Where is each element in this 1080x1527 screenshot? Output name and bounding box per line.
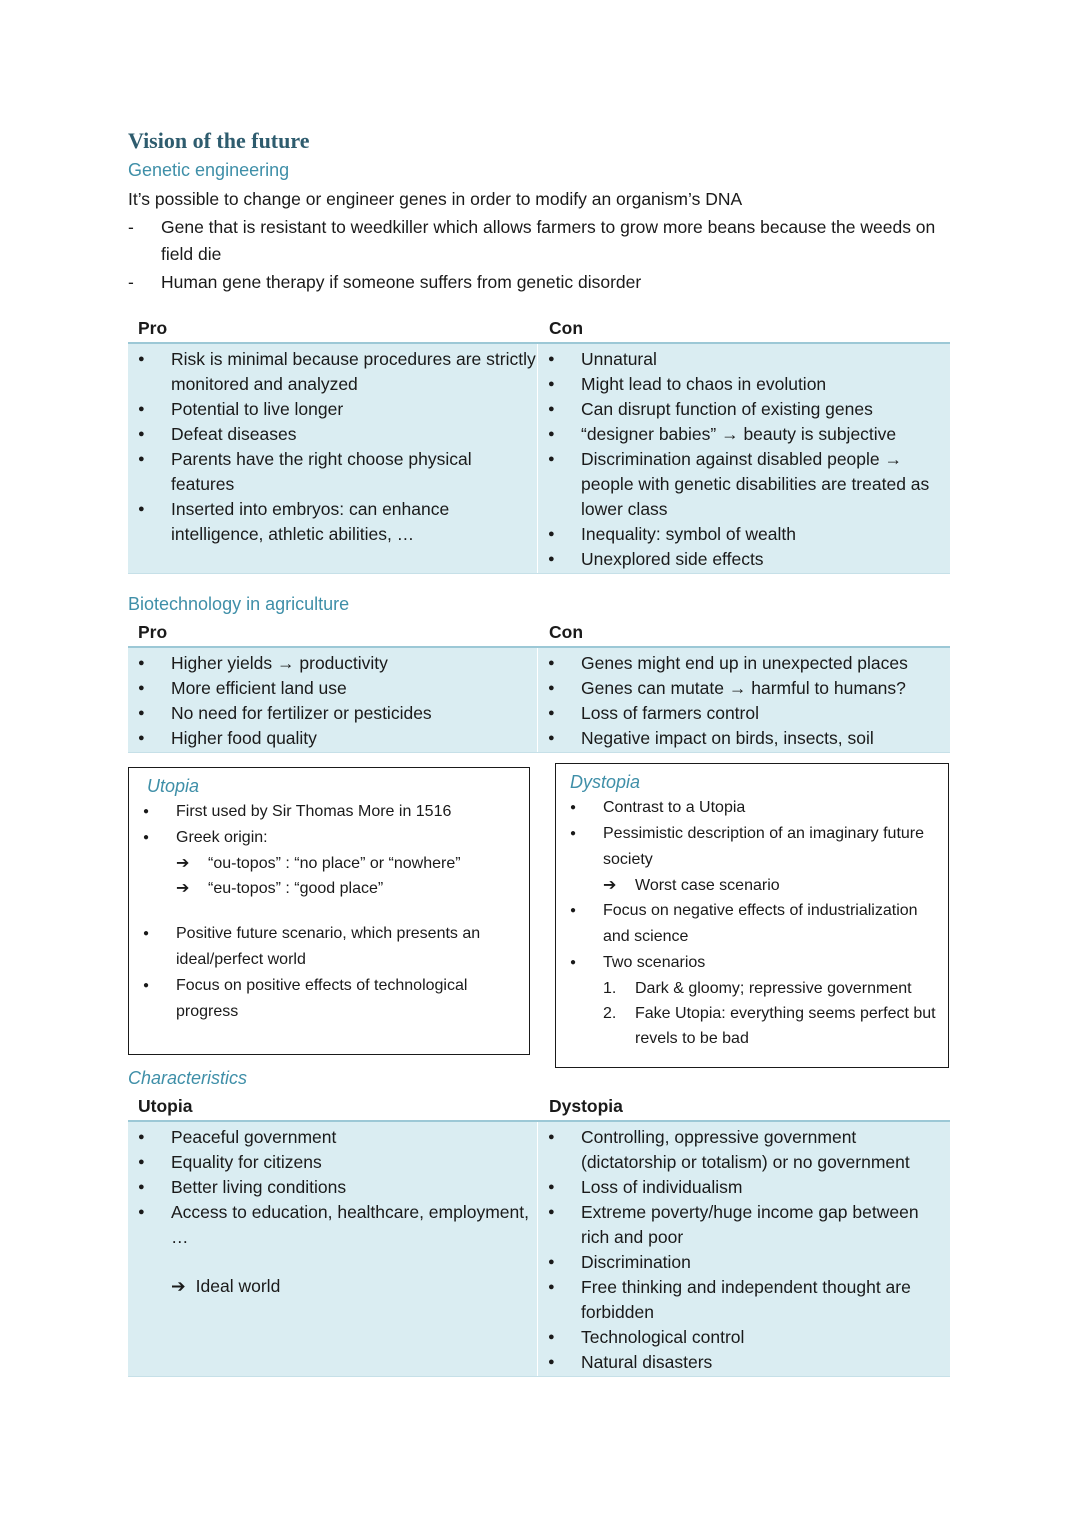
pro-column <box>128 344 538 573</box>
con-item: ● Negative impact on birds, insects, soil <box>538 726 950 751</box>
arrow-icon: ➔ <box>176 855 190 872</box>
utopia-item: ● Better living conditions <box>128 1175 537 1200</box>
pro-item: ● More efficient land use <box>128 676 537 701</box>
subitem-text: “eu-topos” : “good place” <box>208 880 384 897</box>
con-item: ● Loss of farmers control <box>538 701 950 726</box>
utopia-item: ● Equality for citizens <box>128 1150 537 1175</box>
dystopia-item: ● Loss of individualism <box>538 1175 950 1200</box>
table-header <box>128 620 950 648</box>
utopia-column <box>128 1122 538 1376</box>
con-item: ● Can disrupt function of existing genes <box>538 397 950 422</box>
list-item: ● First used by Sir Thomas More in 1516 <box>143 799 519 825</box>
conclusion-text: Ideal world <box>195 1276 281 1296</box>
list-item <box>128 214 958 268</box>
pro-item: ● Higher food quality <box>128 726 537 751</box>
dystopia-item: ● Natural disasters <box>538 1350 950 1375</box>
con-header: Con <box>549 622 584 642</box>
list-item-text: Human gene therapy if someone suffers from genetic disorder <box>161 272 642 292</box>
pro-item: ● Defeat diseases <box>128 422 537 447</box>
arrow-icon: ➔ <box>176 880 190 897</box>
pro-header: Pro <box>138 318 168 338</box>
con-item: ● Unnatural <box>538 347 950 372</box>
utopia-header: Utopia <box>138 1096 193 1116</box>
section-heading-characteristics: Characteristics <box>128 1068 248 1088</box>
list-item-text: Greek origin: <box>176 829 268 846</box>
con-item: ● Inequality: symbol of wealth <box>538 522 950 547</box>
dash-marker: - <box>128 217 134 237</box>
list-item <box>570 950 938 1051</box>
list-item: ● Focus on negative effects of industrialization and science <box>570 898 938 950</box>
list-item: ● Contrast to a Utopia <box>570 795 938 821</box>
list-item-text: Pessimistic description of an imaginary future society <box>603 825 925 868</box>
table-header <box>128 1094 950 1122</box>
dystopia-box-title: Dystopia <box>570 772 641 792</box>
numbered-subitem <box>603 976 938 1001</box>
list-item <box>128 269 958 296</box>
item-number: 2. <box>603 1005 617 1022</box>
table-body <box>128 344 950 574</box>
utopia-box <box>128 767 530 1055</box>
numbered-subitem <box>603 1001 938 1051</box>
arrow-subitem <box>603 873 938 898</box>
dystopia-box <box>555 763 949 1068</box>
con-item: ● Unexplored side effects <box>538 547 950 572</box>
subitem-text: Worst case scenario <box>635 877 780 894</box>
dash-marker: - <box>128 272 134 292</box>
dystopia-item: ● Technological control <box>538 1325 950 1350</box>
pro-item: ● Parents have the right choose physical features <box>128 447 537 497</box>
ideal-world-conclusion <box>128 1274 537 1299</box>
subitem-text: Fake Utopia: everything seems perfect but revels to be bad <box>635 1005 936 1047</box>
con-item: ● Might lead to chaos in evolution <box>538 372 950 397</box>
dystopia-item: ● Controlling, oppressive government (dictatorship or totalism) or no government <box>538 1125 950 1175</box>
dystopia-item: ● Discrimination <box>538 1250 950 1275</box>
con-item: ● “designer babies” → beauty is subjective <box>538 422 950 447</box>
con-item: ● Genes might end up in unexpected places <box>538 651 950 676</box>
con-column <box>538 344 950 573</box>
page-title: Vision of the future <box>128 128 310 153</box>
utopia-box-title: Utopia <box>147 776 200 796</box>
list-item: ● Focus on positive effects of technological progress <box>143 973 519 1025</box>
genetic-pro-con-table <box>128 316 950 574</box>
pro-item: ● Potential to live longer <box>128 397 537 422</box>
table-body <box>128 648 950 753</box>
section-heading-genetic-engineering: Genetic engineering <box>128 160 290 180</box>
list-item: ● Positive future scenario, which presents an ideal/perfect world <box>143 921 519 973</box>
arrow-icon: ➔ <box>603 877 617 894</box>
con-column <box>538 648 950 752</box>
subitem-text: Dark & gloomy; repressive government <box>635 980 912 997</box>
arrow-icon: ➔ <box>171 1276 186 1296</box>
pro-item: ● No need for fertilizer or pesticides <box>128 701 537 726</box>
pro-column <box>128 648 538 752</box>
con-header: Con <box>549 318 584 338</box>
table-header <box>128 316 950 344</box>
list-item-text: Gene that is resistant to weedkiller which allows farmers to grow more beans because the weeds on field die <box>161 217 936 264</box>
dystopia-item: ● Free thinking and independent thought are forbidden <box>538 1275 950 1325</box>
item-number: 1. <box>603 980 617 997</box>
list-item-text: Two scenarios <box>603 954 706 971</box>
dystopia-column <box>538 1122 950 1376</box>
table-body <box>128 1122 950 1377</box>
section-heading-biotechnology: Biotechnology in agriculture <box>128 594 350 614</box>
arrow-subitem <box>176 851 519 876</box>
genetic-example-list <box>128 214 958 296</box>
list-item <box>570 821 938 898</box>
pro-item: ● Higher yields → productivity <box>128 651 537 676</box>
dystopia-item: ● Extreme poverty/huge income gap between rich and poor <box>538 1200 950 1250</box>
pro-header: Pro <box>138 622 168 642</box>
pro-item: ● Inserted into embryos: can enhance intelligence, athletic abilities, … <box>128 497 537 547</box>
intro-paragraph: It’s possible to change or engineer genes in order to modify an organism’s DNA <box>128 189 743 209</box>
arrow-subitem <box>176 876 519 901</box>
subitem-text: “ou-topos” : “no place” or “nowhere” <box>208 855 461 872</box>
list-item <box>143 825 519 901</box>
utopia-item: ● Access to education, healthcare, employment, … <box>128 1200 537 1250</box>
dystopia-header: Dystopia <box>549 1096 623 1116</box>
pro-item: ● Risk is minimal because procedures are strictly monitored and analyzed <box>128 347 537 397</box>
con-item: ● Discrimination against disabled people → people with genetic disabilities are treated as lower class <box>538 447 950 522</box>
utopia-item: ● Peaceful government <box>128 1125 537 1150</box>
agriculture-pro-con-table <box>128 620 950 753</box>
con-item: ● Genes can mutate → harmful to humans? <box>538 676 950 701</box>
characteristics-table <box>128 1094 950 1377</box>
